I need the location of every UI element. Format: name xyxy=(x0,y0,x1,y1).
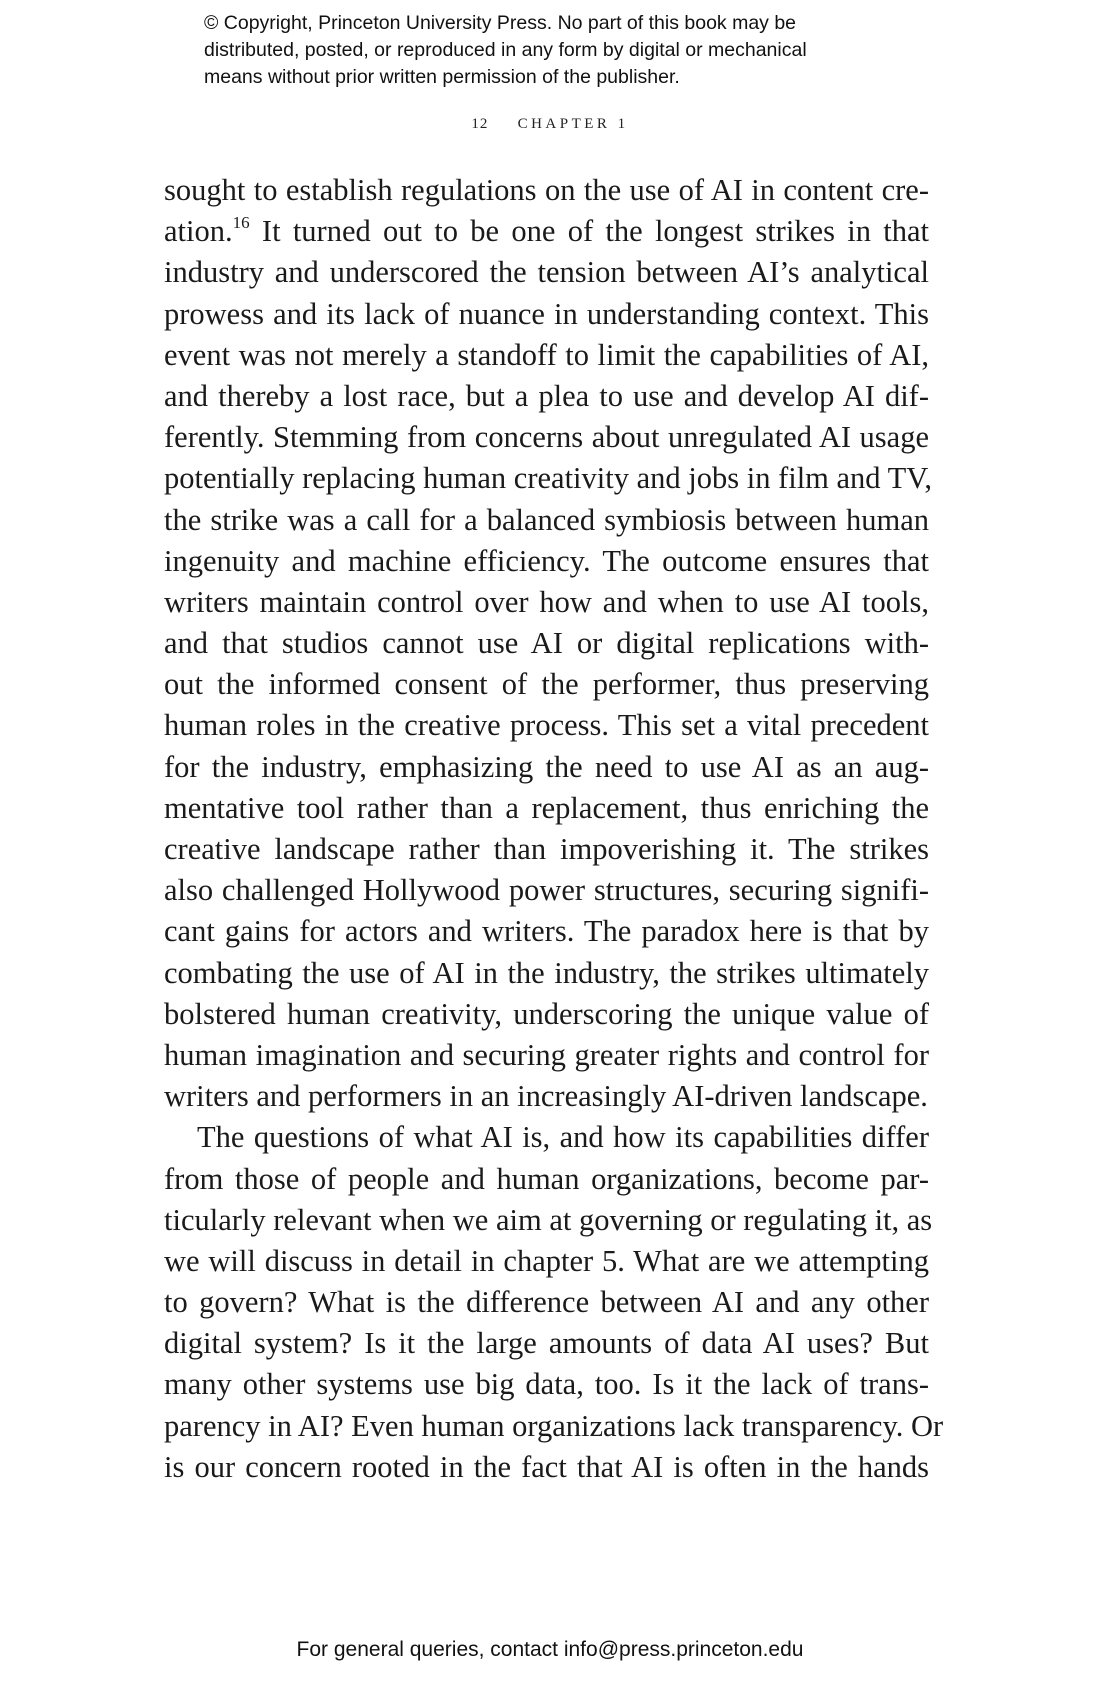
text-line: ticularly relevant when we aim at governing or regulating it, as xyxy=(164,1202,933,1237)
footnote-marker[interactable]: 16 xyxy=(232,213,250,233)
text-line: we will discuss in detail in chapter 5. What are we attempting xyxy=(164,1243,929,1278)
text-line: many other systems use big data, too. Is it the lack of trans- xyxy=(164,1367,929,1402)
text-line: from those of people and human organizations, become par- xyxy=(164,1161,929,1196)
text-fragment: ation. xyxy=(164,214,233,249)
text-line: and that studios cannot use AI or digital replications with- xyxy=(164,626,929,661)
text-line: event was not merely a standoff to limit the capabilities of AI, xyxy=(164,337,929,372)
text-line: out the informed consent of the performer, thus preserving xyxy=(164,667,929,702)
footer-contact: For general queries, contact info@press.princeton.edu xyxy=(296,1638,804,1661)
text-line: bolstered human creativity, underscoring the unique value of xyxy=(164,996,929,1031)
paragraph-1 xyxy=(164,170,932,1117)
text-line: to govern? What is the difference between AI and any other xyxy=(164,1285,929,1320)
chapter-label: CHAPTER 1 xyxy=(517,116,629,132)
text-line: sought to establish regulations on the use of AI in content cre- xyxy=(164,173,929,207)
paragraph-2 xyxy=(164,1117,944,1488)
text-line: is our concern rooted in the fact that AI is often in the hands xyxy=(164,1449,929,1484)
page-number: 12 xyxy=(471,116,489,132)
text-line: writers and performers in an increasingly AI-driven landscape. xyxy=(164,1079,928,1114)
text-line: for the industry, emphasizing the need to use AI as an aug- xyxy=(164,749,929,784)
text-line: ingenuity and machine efficiency. The outcome ensures that xyxy=(164,543,929,578)
text-line: the strike was a call for a balanced symbiosis between human xyxy=(164,502,929,537)
text-fragment: It turned out to be one of the longest strikes in that xyxy=(249,214,929,249)
text-line: ferently. Stemming from concerns about unregulated AI usage xyxy=(164,420,929,455)
text-line: creative landscape rather than impoverishing it. The strikes xyxy=(164,832,929,866)
text-line: digital system? Is it the large amounts of data AI uses? But xyxy=(164,1326,929,1361)
text-line: parency in AI? Even human organizations lack transparency. Or xyxy=(164,1408,944,1443)
copyright-notice: © Copyright, Princeton University Press. No part of this book may be distributed, posted, or reproduced in any form by digital or mechanical means without prior written permission of the publisher. xyxy=(204,12,807,88)
text-line: also challenged Hollywood power structures, securing signifi- xyxy=(164,873,929,908)
text-line: mentative tool rather than a replacement, thus enriching the xyxy=(164,790,929,825)
text-line: human roles in the creative process. This set a vital precedent xyxy=(164,708,929,743)
text-line xyxy=(164,211,929,252)
body-text xyxy=(164,170,944,1488)
text-line: writers maintain control over how and when to use AI tools, xyxy=(164,584,929,619)
text-line: combating the use of AI in the industry, the strikes ultimately xyxy=(164,955,929,990)
text-line: cant gains for actors and writers. The paradox here is that by xyxy=(164,914,929,949)
text-line: human imagination and securing greater rights and control for xyxy=(164,1037,929,1072)
text-line: prowess and its lack of nuance in understanding context. This xyxy=(164,296,929,331)
text-line: potentially replacing human creativity and jobs in film and TV, xyxy=(164,461,932,496)
text-line: The questions of what AI is, and how its capabilities differ xyxy=(197,1120,929,1155)
text-line: industry and underscored the tension between AI’s analytical xyxy=(164,255,929,290)
running-head xyxy=(0,116,1100,133)
text-line: and thereby a lost race, but a plea to use and develop AI dif- xyxy=(164,378,929,413)
